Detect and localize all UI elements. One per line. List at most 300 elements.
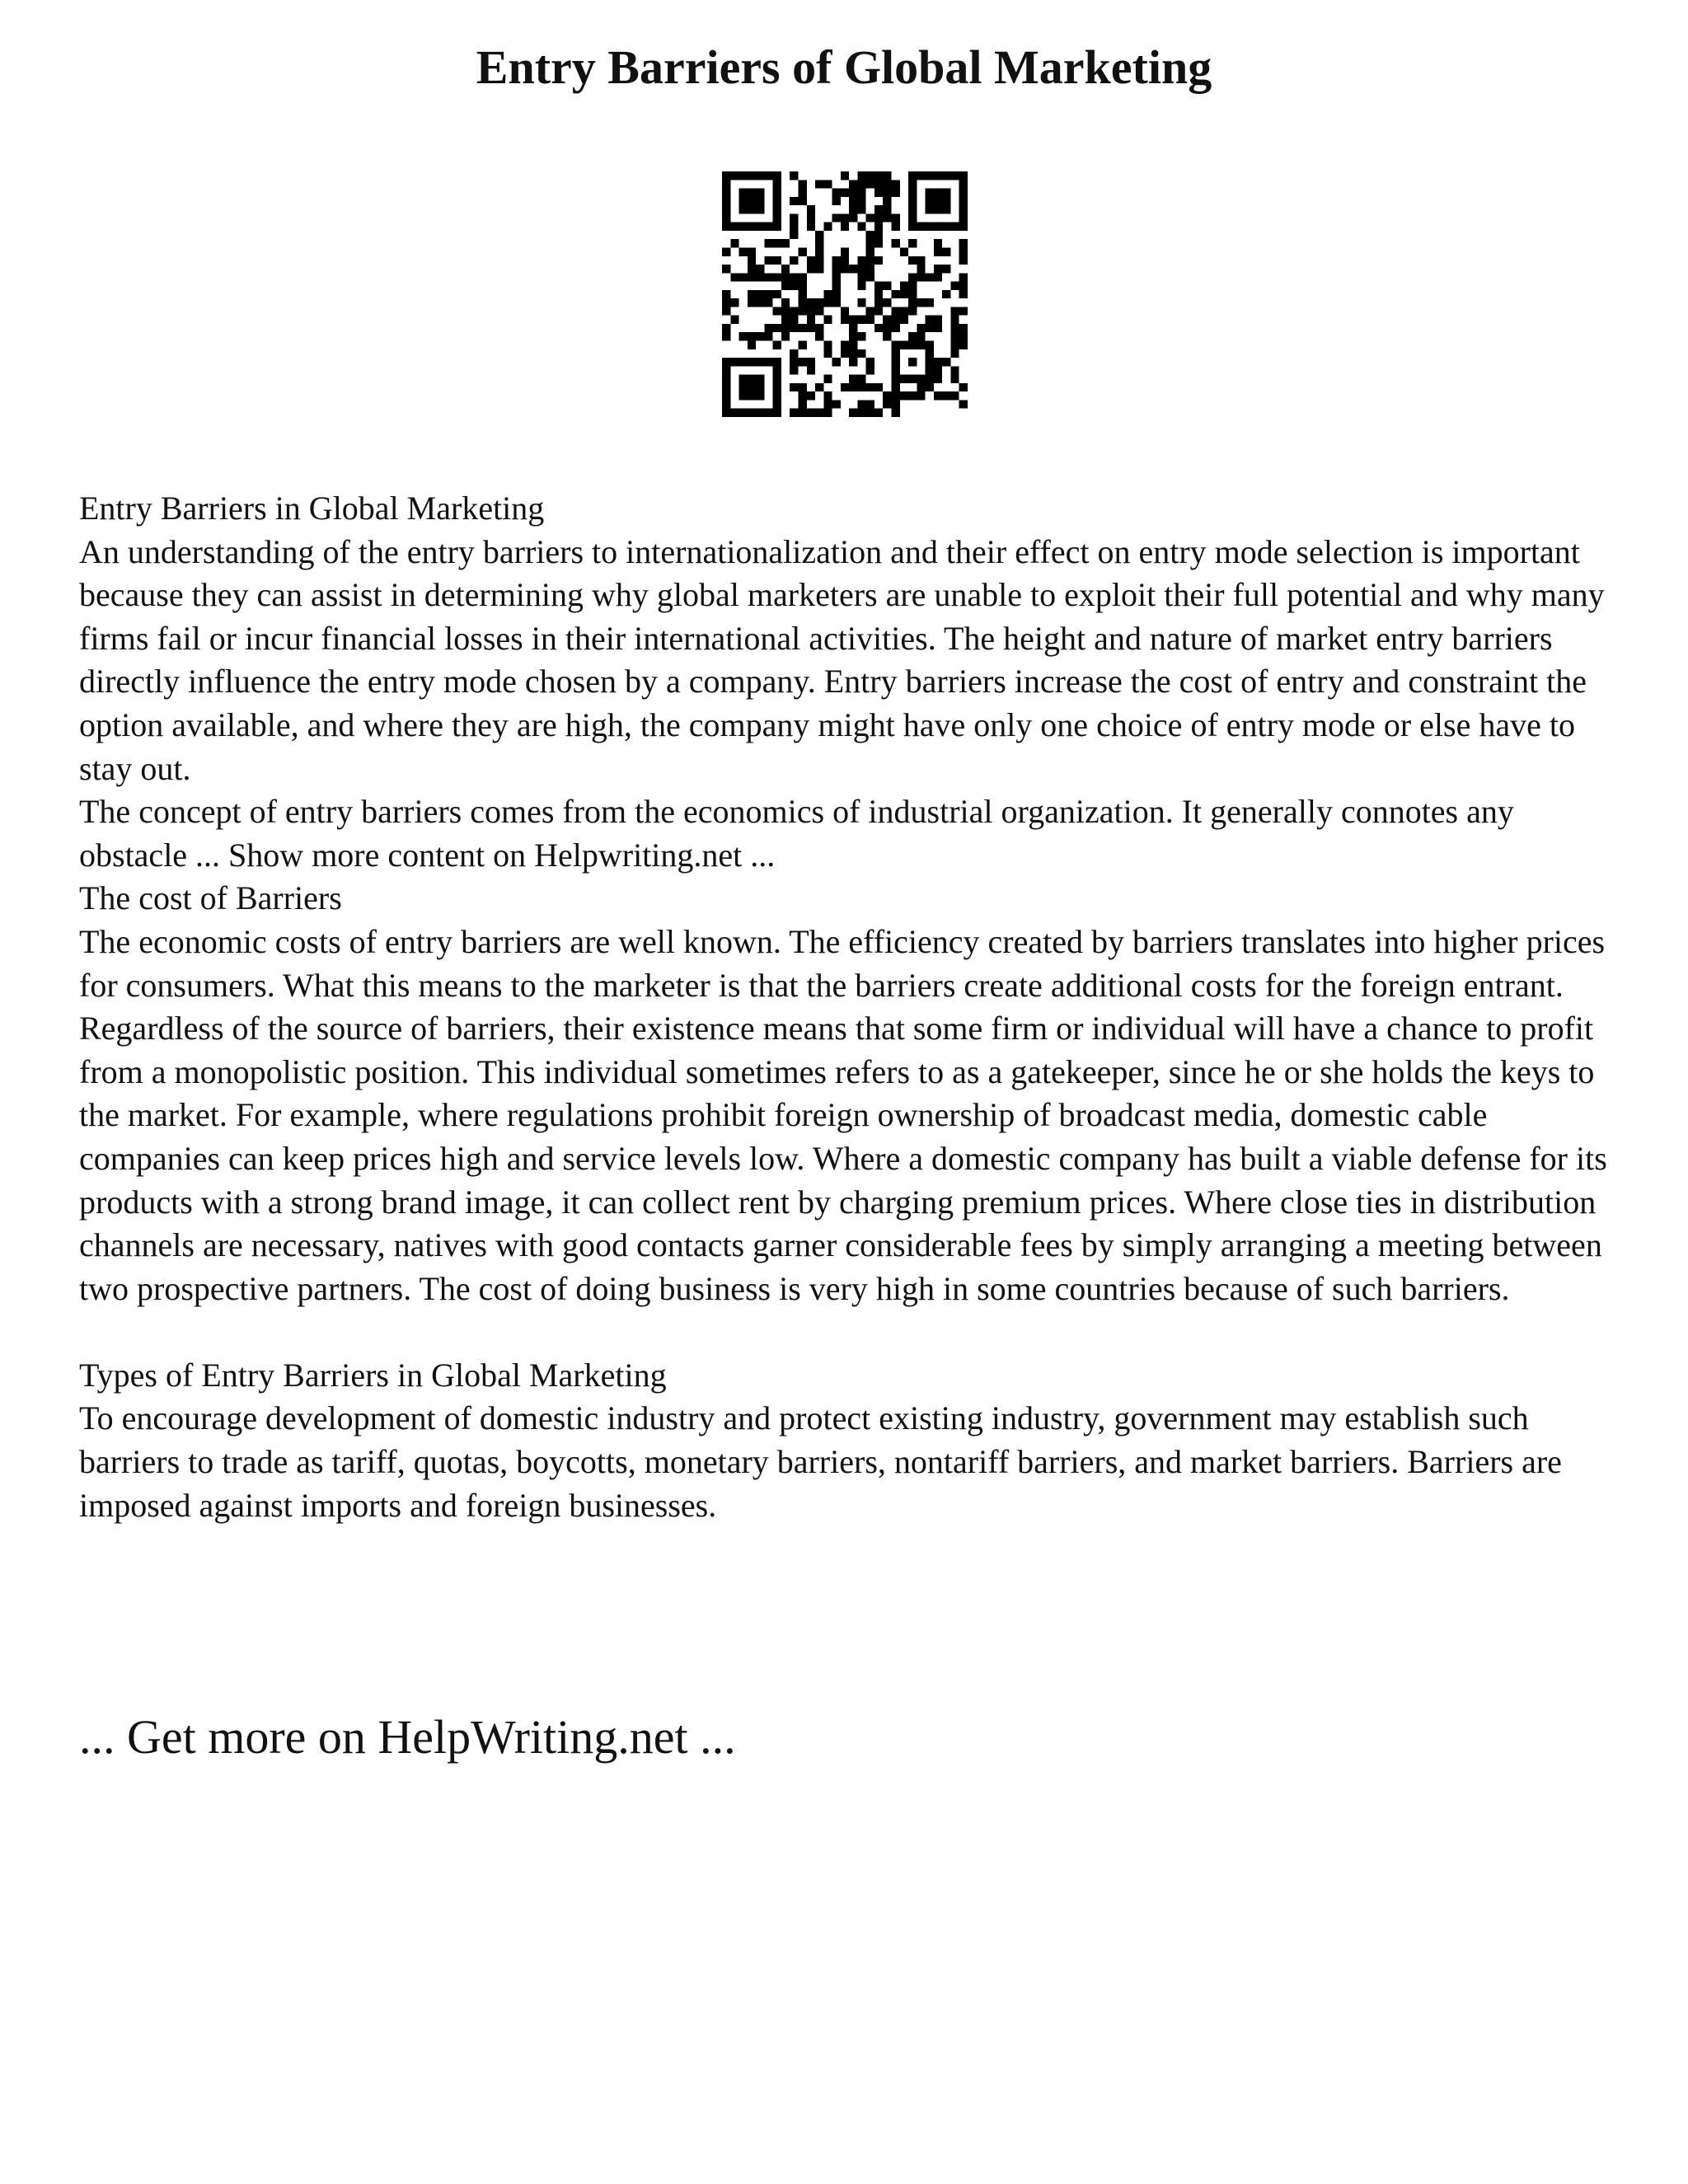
qr-module <box>773 171 781 180</box>
qr-module <box>807 205 815 213</box>
qr-module <box>892 375 900 383</box>
qr-module <box>900 290 908 298</box>
qr-module <box>857 256 865 265</box>
qr-module <box>857 189 865 197</box>
qr-module <box>722 247 730 255</box>
qr-module <box>959 256 968 265</box>
qr-module <box>730 316 738 324</box>
qr-module <box>756 265 764 273</box>
qr-module <box>926 358 934 366</box>
qr-module <box>798 247 806 255</box>
qr-module <box>934 265 942 273</box>
qr-module <box>959 180 968 188</box>
qr-module <box>866 307 874 315</box>
qr-module <box>781 316 790 324</box>
qr-module <box>866 231 874 239</box>
qr-module <box>790 256 798 265</box>
qr-module <box>730 223 738 231</box>
qr-module <box>722 189 730 197</box>
qr-module <box>823 341 832 349</box>
qr-module <box>866 256 874 265</box>
qr-module <box>807 256 815 265</box>
paragraph-understanding: An understanding of the entry barriers to internationalization and their effect on entry mode selection is important because they can assist in determining why global marketers are unable to exploit their full potential and why many firms fail or incur financial losses in their international activities. The height and nature of market entry barriers directly influence the entry mode chosen by a company. Entry barriers increase the cost of entry and constraint the option available, and where they are high, the company might have only one choice of entry mode or else have to stay out. <box>79 532 1605 787</box>
qr-module <box>773 358 781 366</box>
qr-module <box>942 265 950 273</box>
qr-module <box>892 391 900 400</box>
paragraph-regardless: Regardless of the source of barriers, their existence means that some firm or individual will have a chance to profit from a monopolistic position. This individual sometimes refers to as a gatekeeper, since he or she holds the keys to the market. For example, where regulations prohibit foreign ownership of broadcast media, domestic cable companies can keep prices high and service levels low. Where a domestic company has built a viable defense for its products with a strong brand image, it can collect rent by charging premium prices. Where close ties in distribution channels are necessary, natives with good contacts garner considerable fees by simply arranging a meeting between two prospective partners. The cost of doing business is very high in some countries because of such barriers. <box>79 1010 1607 1307</box>
qr-module <box>959 307 968 315</box>
qr-module <box>730 171 738 180</box>
qr-module <box>866 273 874 281</box>
qr-module <box>764 409 772 417</box>
qr-module <box>874 189 883 197</box>
qr-module <box>748 197 756 205</box>
qr-module <box>892 366 900 374</box>
qr-module <box>790 197 798 205</box>
qr-module <box>807 213 815 222</box>
qr-module <box>926 298 934 307</box>
qr-module <box>857 332 865 340</box>
qr-module <box>739 205 748 213</box>
qr-module <box>908 256 917 265</box>
qr-module <box>798 189 806 197</box>
qr-module <box>807 223 815 231</box>
qr-module <box>857 409 865 417</box>
qr-module <box>730 358 738 366</box>
qr-module <box>874 256 883 265</box>
qr-module <box>934 205 942 213</box>
qr-module <box>917 171 925 180</box>
qr-module <box>917 298 925 307</box>
qr-module <box>908 205 917 213</box>
qr-module <box>874 298 883 307</box>
qr-module <box>722 298 730 307</box>
qr-module <box>857 265 865 273</box>
qr-module <box>841 307 849 315</box>
qr-module <box>823 391 832 400</box>
qr-module <box>874 171 883 180</box>
qr-module <box>790 358 798 366</box>
qr-module <box>807 366 815 374</box>
qr-module <box>781 273 790 281</box>
qr-module <box>730 273 738 281</box>
qr-module <box>908 239 917 247</box>
paragraph-encourage: To encourage development of domestic industry and protect existing industry, government may establish such barriers to trade as tariff, quotas, boycotts, monetary barriers, nontariff barriers, and market barriers. Barriers are imposed against imports and foreign businesses. <box>79 1399 1562 1524</box>
qr-module <box>900 307 908 315</box>
qr-module <box>781 239 790 247</box>
qr-module <box>950 282 959 290</box>
qr-module <box>832 290 841 298</box>
qr-module <box>892 213 900 222</box>
qr-module <box>857 171 865 180</box>
qr-module <box>756 298 764 307</box>
qr-module <box>790 282 798 290</box>
qr-module <box>722 213 730 222</box>
qr-module <box>756 332 764 340</box>
qr-module <box>748 375 756 383</box>
qr-module <box>917 223 925 231</box>
qr-module <box>917 256 925 265</box>
qr-module <box>790 213 798 222</box>
qr-module <box>781 307 790 315</box>
qr-module <box>798 180 806 188</box>
qr-module <box>959 239 968 247</box>
qr-module <box>959 341 968 349</box>
qr-module <box>807 307 815 315</box>
qr-module <box>934 273 942 281</box>
qr-module <box>892 324 900 332</box>
qr-module <box>798 358 806 366</box>
qr-module <box>832 358 841 366</box>
qr-module <box>739 383 748 391</box>
qr-module <box>908 341 917 349</box>
qr-module <box>748 358 756 366</box>
qr-module <box>807 265 815 273</box>
qr-module <box>849 332 857 340</box>
qr-module <box>917 341 925 349</box>
qr-module <box>883 205 891 213</box>
qr-module <box>790 324 798 332</box>
qr-module <box>739 375 748 383</box>
qr-module <box>773 324 781 332</box>
qr-module <box>849 409 857 417</box>
qr-module <box>908 171 917 180</box>
qr-module <box>908 282 917 290</box>
qr-module <box>857 197 865 205</box>
qr-module <box>730 239 738 247</box>
qr-module <box>857 349 865 358</box>
qr-module <box>756 358 764 366</box>
qr-module <box>756 205 764 213</box>
paragraph-concept: The concept of entry barriers comes from the economics of industrial organization. It generally connotes any obstacle ... Show more content on Helpwriting.net ... <box>79 793 1514 874</box>
qr-module <box>841 341 849 349</box>
qr-module <box>722 409 730 417</box>
qr-module <box>917 332 925 340</box>
qr-module <box>926 205 934 213</box>
qr-module <box>908 189 917 197</box>
qr-module <box>773 239 781 247</box>
qr-module <box>934 324 942 332</box>
qr-module <box>866 358 874 366</box>
qr-module <box>773 223 781 231</box>
qr-module <box>926 273 934 281</box>
qr-module <box>959 197 968 205</box>
qr-module <box>722 197 730 205</box>
qr-module <box>722 223 730 231</box>
qr-module <box>739 391 748 400</box>
qr-module <box>926 189 934 197</box>
qr-module <box>748 247 756 255</box>
qr-module <box>900 375 908 383</box>
qr-module <box>773 290 781 298</box>
qr-module <box>815 247 823 255</box>
qr-module <box>823 290 832 298</box>
qr-module <box>883 324 891 332</box>
qr-module <box>832 197 841 205</box>
qr-module <box>934 189 942 197</box>
qr-code-icon <box>722 171 968 417</box>
qr-module <box>756 383 764 391</box>
qr-module <box>722 400 730 408</box>
qr-module <box>874 205 883 213</box>
qr-module <box>798 409 806 417</box>
qr-module <box>832 213 841 222</box>
qr-module <box>934 366 942 374</box>
qr-module <box>942 223 950 231</box>
qr-module <box>756 409 764 417</box>
qr-module <box>908 298 917 307</box>
qr-module <box>950 307 959 315</box>
qr-module <box>959 282 968 290</box>
qr-module <box>917 273 925 281</box>
qr-module <box>857 180 865 188</box>
qr-module <box>748 223 756 231</box>
qr-module <box>773 307 781 315</box>
qr-module <box>739 189 748 197</box>
qr-module <box>866 383 874 391</box>
qr-module <box>959 247 968 255</box>
qr-module <box>874 383 883 391</box>
paragraph-spacer <box>79 1310 1629 1354</box>
qr-module <box>883 197 891 205</box>
qr-module <box>892 307 900 315</box>
qr-module <box>959 290 968 298</box>
qr-module <box>823 316 832 324</box>
qr-module <box>959 400 968 408</box>
qr-module <box>892 409 900 417</box>
qr-module <box>950 349 959 358</box>
qr-module <box>722 383 730 391</box>
qr-module <box>823 298 832 307</box>
qr-module <box>857 223 865 231</box>
qr-module <box>917 324 925 332</box>
qr-module <box>807 358 815 366</box>
qr-module <box>917 383 925 391</box>
qr-module <box>942 247 950 255</box>
qr-module <box>823 349 832 358</box>
qr-module <box>722 366 730 374</box>
qr-module <box>790 273 798 281</box>
qr-module <box>756 197 764 205</box>
qr-module <box>832 282 841 290</box>
qr-module <box>730 298 738 307</box>
get-more-link[interactable]: ... Get more on HelpWriting.net ... <box>79 1710 736 1764</box>
qr-module <box>823 223 832 231</box>
qr-module <box>722 180 730 188</box>
qr-module <box>959 223 968 231</box>
qr-module <box>764 332 772 340</box>
qr-module <box>773 189 781 197</box>
qr-module <box>959 332 968 340</box>
qr-module <box>764 358 772 366</box>
qr-module <box>883 171 891 180</box>
document-title: Entry Barriers of Global Marketing <box>476 40 1212 94</box>
qr-module <box>950 332 959 340</box>
qr-module <box>857 298 865 307</box>
qr-module <box>857 205 865 213</box>
qr-module <box>874 180 883 188</box>
qr-module <box>739 171 748 180</box>
qr-module <box>883 282 891 290</box>
qr-module <box>722 307 730 315</box>
qr-module <box>807 316 815 324</box>
qr-module <box>807 324 815 332</box>
qr-module <box>815 307 823 315</box>
qr-module <box>815 298 823 307</box>
qr-module <box>950 324 959 332</box>
qr-module <box>790 307 798 315</box>
qr-module <box>942 197 950 205</box>
qr-module <box>908 290 917 298</box>
qr-module <box>874 409 883 417</box>
qr-module <box>866 409 874 417</box>
qr-module <box>874 231 883 239</box>
qr-module <box>934 223 942 231</box>
qr-module <box>722 171 730 180</box>
qr-module <box>815 324 823 332</box>
qr-module <box>798 383 806 391</box>
qr-module <box>773 341 781 349</box>
qr-module <box>773 213 781 222</box>
qr-module <box>730 409 738 417</box>
qr-module <box>832 298 841 307</box>
qr-module <box>934 316 942 324</box>
qr-module <box>849 316 857 324</box>
qr-module <box>807 391 815 400</box>
qr-module <box>900 341 908 349</box>
qr-module <box>841 316 849 324</box>
qr-module <box>841 213 849 222</box>
qr-module <box>959 273 968 281</box>
qr-module <box>874 282 883 290</box>
qr-module <box>764 298 772 307</box>
qr-module <box>883 400 891 408</box>
qr-module <box>764 324 772 332</box>
qr-module <box>790 349 798 358</box>
qr-module <box>892 400 900 408</box>
qr-module <box>950 171 959 180</box>
qr-module <box>807 409 815 417</box>
qr-module <box>748 332 756 340</box>
qr-module <box>823 409 832 417</box>
qr-module <box>926 197 934 205</box>
qr-module <box>764 223 772 231</box>
qr-module <box>815 180 823 188</box>
qr-module <box>926 383 934 391</box>
qr-module <box>798 298 806 307</box>
qr-module <box>798 324 806 332</box>
qr-module <box>950 316 959 324</box>
qr-module <box>841 256 849 265</box>
qr-module <box>748 290 756 298</box>
qr-module <box>815 231 823 239</box>
qr-module <box>815 265 823 273</box>
qr-module <box>773 400 781 408</box>
qr-module <box>748 383 756 391</box>
qr-module <box>849 341 857 349</box>
qr-module <box>790 223 798 231</box>
qr-module <box>866 400 874 408</box>
section-heading-entry-barriers: Entry Barriers in Global Marketing <box>79 490 545 527</box>
qr-module <box>748 265 756 273</box>
qr-module <box>781 324 790 332</box>
qr-module <box>815 409 823 417</box>
qr-module <box>748 273 756 281</box>
qr-module <box>849 213 857 222</box>
qr-module <box>739 409 748 417</box>
qr-module <box>841 189 849 197</box>
qr-module <box>756 223 764 231</box>
qr-module <box>959 324 968 332</box>
qr-module <box>739 273 748 281</box>
qr-module <box>841 223 849 231</box>
qr-module <box>942 205 950 213</box>
qr-module <box>926 375 934 383</box>
qr-module <box>849 189 857 197</box>
qr-module <box>959 213 968 222</box>
qr-module <box>874 307 883 315</box>
qr-module <box>874 223 883 231</box>
paragraph-economic-costs: The economic costs of entry barriers are well known. The efficiency created by barriers translates into higher prices for consumers. What this means to the marketer is that the barriers create additional costs for the foreign entrant. <box>79 922 1606 1004</box>
qr-module <box>748 409 756 417</box>
qr-module <box>892 239 900 247</box>
qr-module <box>874 290 883 298</box>
qr-module <box>849 383 857 391</box>
qr-module <box>950 366 959 374</box>
qr-module <box>866 213 874 222</box>
qr-module <box>773 391 781 400</box>
qr-module <box>908 180 917 188</box>
qr-module <box>722 265 730 273</box>
qr-module <box>874 239 883 247</box>
qr-module <box>764 290 772 298</box>
qr-module <box>926 349 934 358</box>
qr-module <box>942 189 950 197</box>
qr-module <box>950 391 959 400</box>
qr-module <box>798 391 806 400</box>
qr-module <box>722 375 730 383</box>
qr-module <box>756 375 764 383</box>
qr-module <box>866 180 874 188</box>
qr-module <box>892 383 900 391</box>
qr-module <box>790 171 798 180</box>
qr-module <box>892 341 900 349</box>
qr-module <box>883 180 891 188</box>
qr-module <box>917 375 925 383</box>
document-body <box>79 487 1629 1527</box>
qr-module <box>934 239 942 247</box>
qr-module <box>790 383 798 391</box>
qr-module <box>892 189 900 197</box>
section-heading-types: Types of Entry Barriers in Global Marketing <box>79 1356 667 1394</box>
qr-module <box>773 273 781 281</box>
qr-module <box>849 265 857 273</box>
qr-module <box>781 298 790 307</box>
qr-module <box>857 273 865 281</box>
qr-module <box>950 341 959 349</box>
qr-module <box>866 366 874 374</box>
qr-module <box>908 273 917 281</box>
qr-module <box>908 358 917 366</box>
qr-module <box>892 358 900 366</box>
qr-module <box>832 265 841 273</box>
qr-module <box>849 358 857 366</box>
qr-module <box>908 213 917 222</box>
qr-module <box>942 290 950 298</box>
qr-module <box>942 171 950 180</box>
qr-module <box>798 197 806 205</box>
qr-module <box>900 282 908 290</box>
